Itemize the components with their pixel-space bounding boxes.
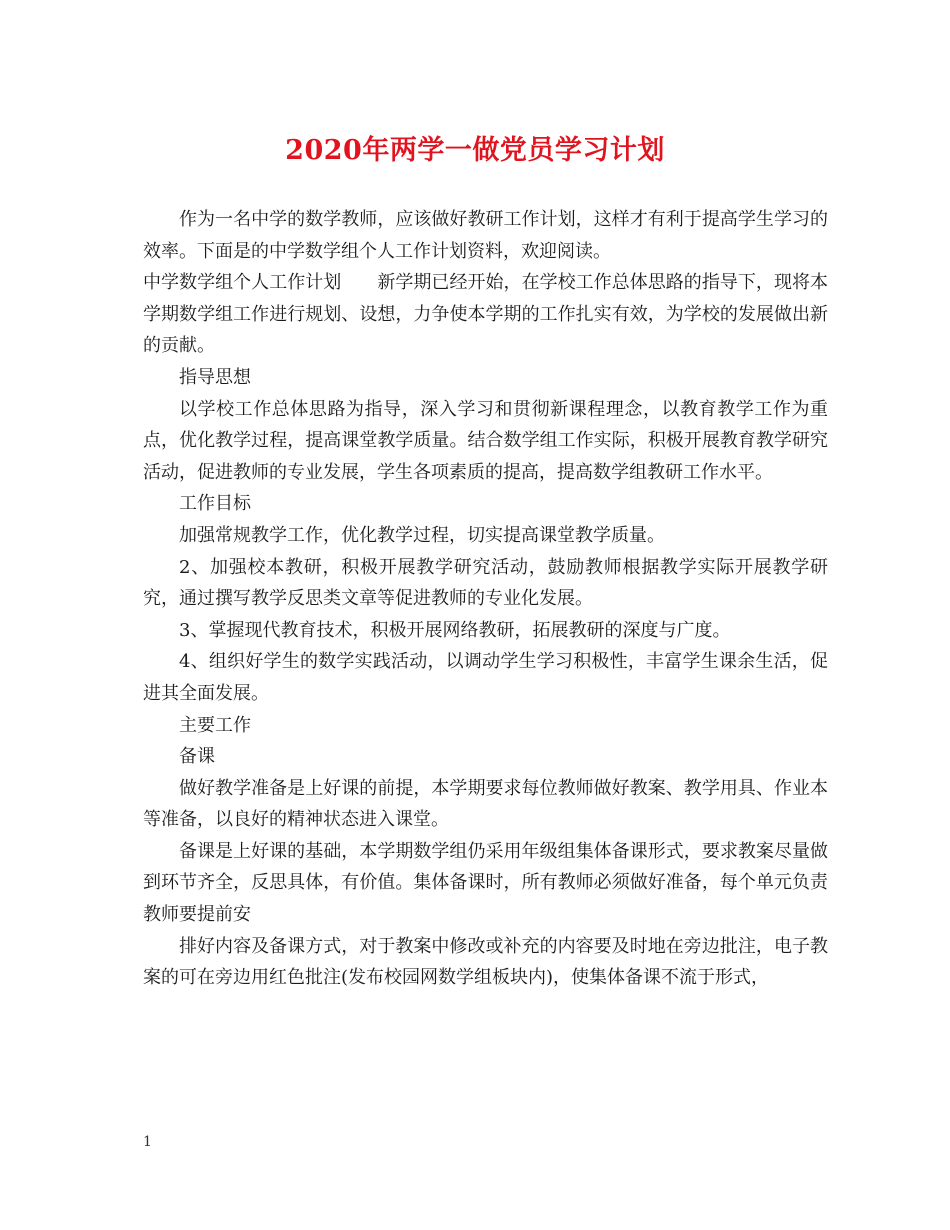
heading-guiding-thought: 指导思想 bbox=[179, 366, 251, 388]
paragraph-plan-intro: 中学数学组个人工作计划 新学期已经开始，在学校工作总体思路的指导下，现将本学期数学组工作进行规划、设想，力争使本学期的工作扎实有效，为学校的发展做出新的贡献。 bbox=[143, 272, 828, 357]
heading-main-work: 主要工作 bbox=[179, 714, 251, 736]
heading-lesson-prep: 备课 bbox=[179, 746, 215, 768]
page-number: 1 bbox=[143, 1134, 152, 1150]
heading-work-goals: 工作目标 bbox=[179, 493, 251, 515]
document-body bbox=[143, 204, 828, 994]
document-title: 2020年两学一做党员学习计划 bbox=[285, 135, 665, 166]
paragraph-lesson-prep-2: 备课是上好课的基础，本学期数学组仍采用年级组集体备课形式，要求教案尽量做到环节齐全，反思具体，有价值。集体备课时，所有教师必须做好准备，每个单元负责教师要提前安 bbox=[143, 840, 828, 926]
goal-item-1: 加强常规教学工作，优化教学过程，切实提高课堂教学质量。 bbox=[179, 524, 665, 546]
paragraph-lesson-prep-3: 排好内容及备课方式，对于教案中修改或补充的内容要及时地在旁边批注，电子教案的可在旁边用红色批注(发布校园网数学组板块内)，使集体备课不流于形式， bbox=[143, 935, 828, 989]
paragraph-lesson-prep-1: 做好教学准备是上好课的前提，本学期要求每位教师做好教案、教学用具、作业本等准备，以良好的精神状态进入课堂。 bbox=[143, 777, 828, 831]
goal-item-3: 3、掌握现代教育技术，积极开展网络教研，拓展教研的深度与广度。 bbox=[179, 619, 731, 641]
paragraph-guiding-thought: 以学校工作总体思路为指导，深入学习和贯彻新课程理念，以教育教学工作为重点，优化教学过程，提高课堂教学质量。结合数学组工作实际，积极开展教育教学研究活动，促进教师的专业发展，学生各项素质的提高，提高数学组教研工作水平。 bbox=[143, 398, 828, 483]
goal-item-2: 2、加强校本教研，积极开展教学研究活动，鼓励教师根据教学实际开展教学研究，通过撰写教学反思类文章等促进教师的专业化发展。 bbox=[143, 556, 828, 610]
goal-item-4: 4、组织好学生的数学实践活动，以调动学生学习积极性，丰富学生课余生活，促进其全面发展。 bbox=[143, 651, 828, 704]
paragraph-intro: 作为一名中学的数学教师，应该做好教研工作计划，这样才有利于提高学生学习的效率。下面是的中学数学组个人工作计划资料，欢迎阅读。 bbox=[143, 209, 828, 262]
